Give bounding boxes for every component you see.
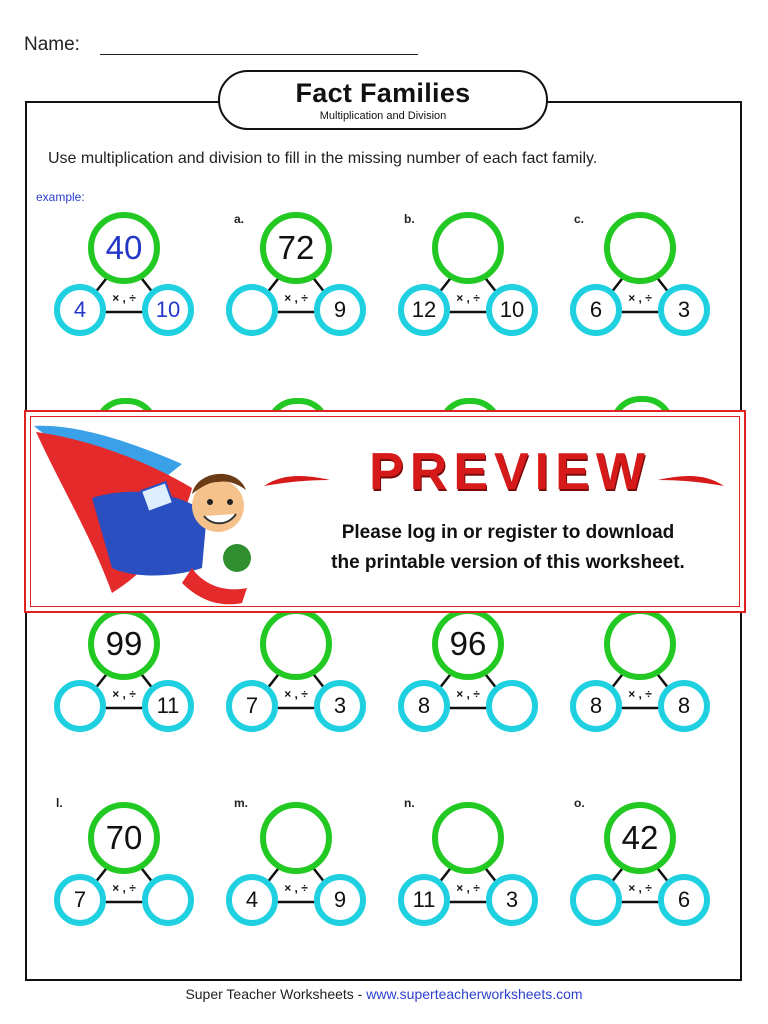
preview-message-line1: Please log in or register to download (341, 522, 675, 543)
problem-label: c. (574, 212, 585, 226)
title-banner (218, 70, 548, 130)
factor-circle-left: 8 (398, 680, 450, 732)
product-circle: 42 (604, 802, 676, 874)
factor-circle-left: 8 (570, 680, 622, 732)
operator-label: × , ÷ (628, 881, 652, 895)
factor-circle-right[interactable] (142, 874, 194, 926)
factor-circle-right: 6 (658, 874, 710, 926)
problem-n (382, 786, 532, 926)
operator-label: × , ÷ (456, 291, 480, 305)
factor-circle-right: 11 (142, 680, 194, 732)
problem-label: n. (404, 796, 415, 810)
problem-label: o. (574, 796, 585, 810)
factor-circle-left[interactable] (54, 680, 106, 732)
problem-label: l. (56, 796, 63, 810)
preview-message (288, 518, 728, 578)
product-circle: 70 (88, 802, 160, 874)
problem-label: b. (404, 212, 415, 226)
factor-circle-right: 3 (486, 874, 538, 926)
page-title: Fact Families (295, 78, 471, 108)
operator-label: × , ÷ (284, 291, 308, 305)
problem-l (38, 786, 188, 926)
footer (0, 986, 768, 1002)
factor-circle-left: 7 (54, 874, 106, 926)
operator-label: × , ÷ (284, 881, 308, 895)
instructions: Use multiplication and division to fill in the missing number of each fact family. (48, 150, 598, 167)
problem-label: a. (234, 212, 245, 226)
factor-circle-left: 4 (226, 874, 278, 926)
problem-b (382, 196, 532, 336)
product-circle: 96 (432, 608, 504, 680)
swoosh-right-icon (656, 472, 726, 490)
superhero-mascot-icon (32, 418, 282, 608)
problem-row3-1 (38, 592, 188, 732)
problem-example (36, 190, 188, 336)
operator-label: × , ÷ (112, 687, 136, 701)
problem-row3-2 (210, 592, 360, 732)
factor-circle-right: 9 (314, 874, 366, 926)
operator-label: × , ÷ (112, 881, 136, 895)
operator-label: × , ÷ (628, 291, 652, 305)
product-circle[interactable] (260, 802, 332, 874)
factor-circle-left: 4 (54, 284, 106, 336)
problem-a (210, 196, 360, 336)
preview-title: PREVIEW (369, 443, 651, 501)
product-circle[interactable] (432, 802, 504, 874)
product-circle[interactable] (604, 608, 676, 680)
factor-circle-left: 11 (398, 874, 450, 926)
product-circle: 40 (88, 212, 160, 284)
product-circle[interactable] (260, 608, 332, 680)
product-circle[interactable] (604, 212, 676, 284)
factor-circle-right: 10 (486, 284, 538, 336)
factor-circle-left[interactable] (226, 284, 278, 336)
factor-circle-right: 3 (658, 284, 710, 336)
operator-label: × , ÷ (456, 881, 480, 895)
factor-circle-right: 10 (142, 284, 194, 336)
factor-circle-right: 9 (314, 284, 366, 336)
factor-circle-right[interactable] (486, 680, 538, 732)
problem-o (554, 786, 704, 926)
problem-label: example: (36, 190, 85, 204)
factor-circle-left: 12 (398, 284, 450, 336)
factor-circle-left: 6 (570, 284, 622, 336)
operator-label: × , ÷ (456, 687, 480, 701)
operator-label: × , ÷ (112, 291, 136, 305)
problem-row3-3 (382, 592, 532, 732)
product-circle[interactable] (432, 212, 504, 284)
factor-circle-right: 3 (314, 680, 366, 732)
operator-label: × , ÷ (284, 687, 308, 701)
factor-circle-left[interactable] (570, 874, 622, 926)
footer-link[interactable]: www.superteacherworksheets.com (366, 986, 583, 1002)
problem-label: m. (234, 796, 249, 810)
problem-c (554, 196, 704, 336)
problem-m (210, 786, 360, 926)
name-label: Name: (24, 34, 80, 55)
preview-message-line2: the printable version of this worksheet. (331, 552, 685, 573)
operator-label: × , ÷ (628, 687, 652, 701)
footer-prefix: Super Teacher Worksheets - (185, 986, 367, 1002)
factor-circle-left: 7 (226, 680, 278, 732)
factor-circle-right: 8 (658, 680, 710, 732)
name-field[interactable] (100, 54, 418, 55)
page-subtitle: Multiplication and Division (319, 110, 447, 122)
product-circle: 72 (260, 212, 332, 284)
product-circle: 99 (88, 608, 160, 680)
preview-banner (24, 410, 746, 613)
problem-row3-4 (554, 592, 704, 732)
